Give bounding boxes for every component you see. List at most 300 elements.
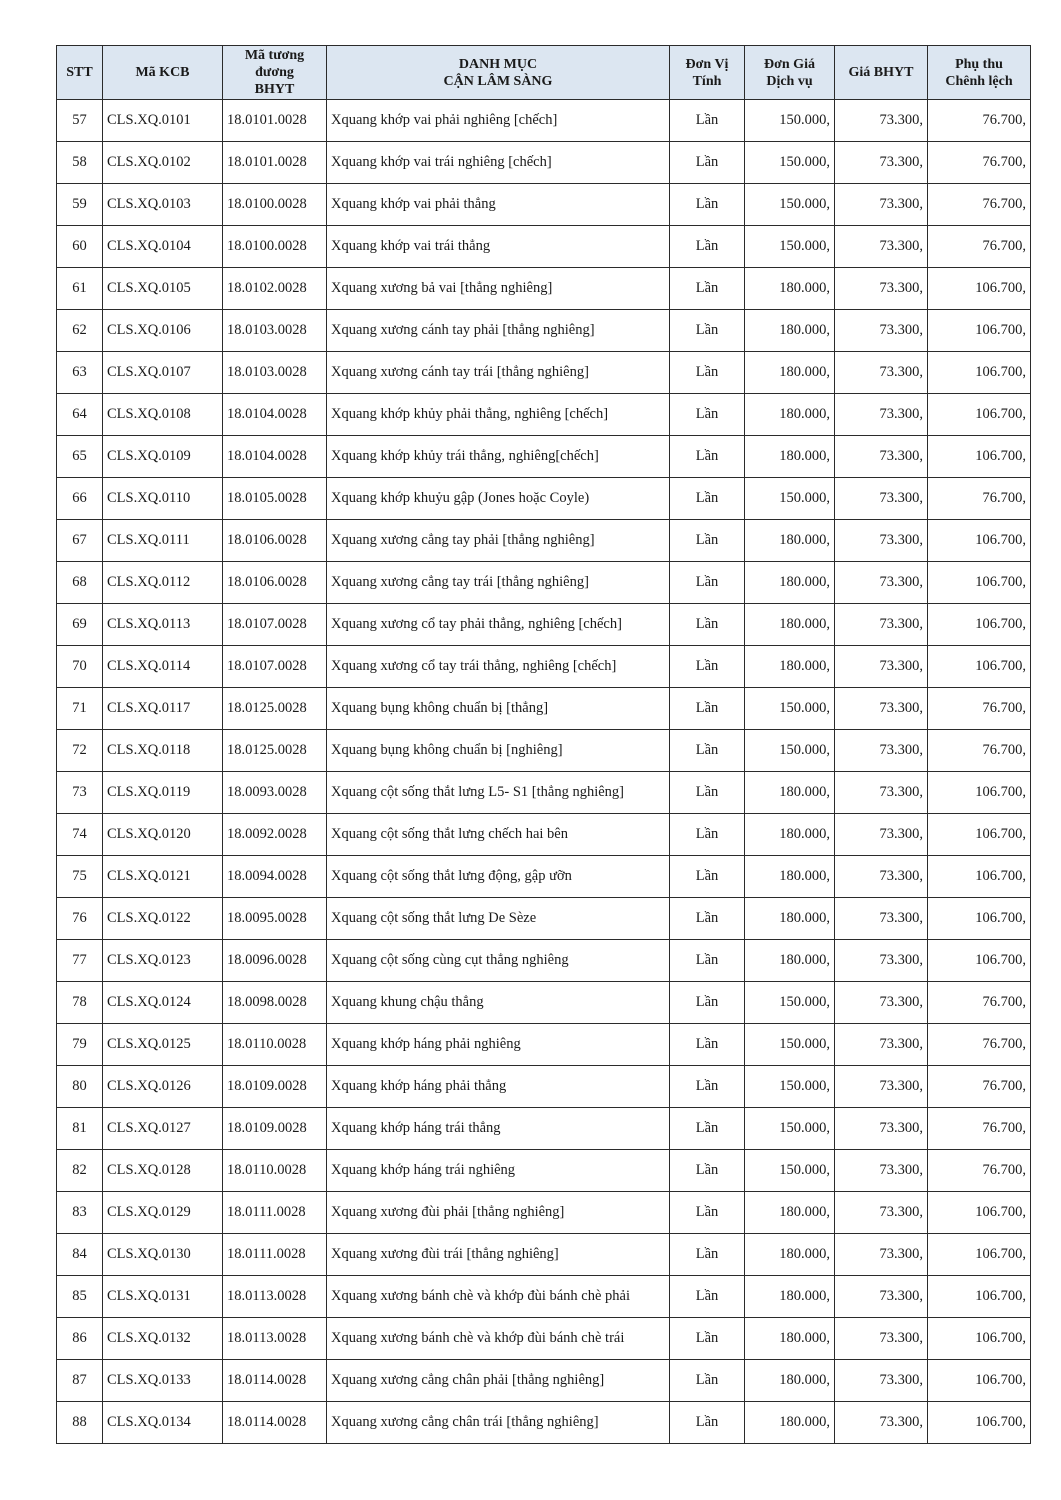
- cell-don-gia: 180.000,: [745, 562, 835, 604]
- cell-don-vi: Lần: [670, 478, 745, 520]
- cell-danh-muc: Xquang xương cổ tay trái thẳng, nghiêng [chếch]: [327, 646, 670, 688]
- cell-phu-thu: 76.700,: [928, 1150, 1031, 1192]
- cell-gia-bhyt: 73.300,: [835, 184, 928, 226]
- table-row: [57, 604, 1031, 646]
- cell-don-vi: Lần: [670, 856, 745, 898]
- cell-don-gia: 180.000,: [745, 1192, 835, 1234]
- table-row: [57, 226, 1031, 268]
- cell-ma-kcb: CLS.XQ.0117: [103, 688, 223, 730]
- cell-don-gia: 150.000,: [745, 1024, 835, 1066]
- cell-don-vi: Lần: [670, 814, 745, 856]
- cell-don-vi: Lần: [670, 646, 745, 688]
- table-row: [57, 436, 1031, 478]
- cell-stt: 68: [57, 562, 103, 604]
- cell-don-gia: 180.000,: [745, 352, 835, 394]
- cell-stt: 79: [57, 1024, 103, 1066]
- cell-stt: 75: [57, 856, 103, 898]
- table-row: [57, 1402, 1031, 1444]
- cell-ma-kcb: CLS.XQ.0119: [103, 772, 223, 814]
- cell-ma-kcb: CLS.XQ.0131: [103, 1276, 223, 1318]
- cell-ma-kcb: CLS.XQ.0129: [103, 1192, 223, 1234]
- cell-phu-thu: 106.700,: [928, 310, 1031, 352]
- cell-ma-tuong-duong: 18.0102.0028: [223, 268, 327, 310]
- cell-don-vi: Lần: [670, 1234, 745, 1276]
- cell-ma-tuong-duong: 18.0125.0028: [223, 688, 327, 730]
- cell-phu-thu: 106.700,: [928, 1360, 1031, 1402]
- cell-danh-muc: Xquang khớp vai trái thẳng: [327, 226, 670, 268]
- cell-gia-bhyt: 73.300,: [835, 1024, 928, 1066]
- cell-don-vi: Lần: [670, 184, 745, 226]
- cell-gia-bhyt: 73.300,: [835, 604, 928, 646]
- cell-don-vi: Lần: [670, 1150, 745, 1192]
- table-row: [57, 100, 1031, 142]
- cell-don-gia: 150.000,: [745, 1108, 835, 1150]
- cell-phu-thu: 106.700,: [928, 520, 1031, 562]
- table-row: [57, 1234, 1031, 1276]
- cell-phu-thu: 106.700,: [928, 436, 1031, 478]
- table-row: [57, 814, 1031, 856]
- cell-don-vi: Lần: [670, 982, 745, 1024]
- cell-stt: 88: [57, 1402, 103, 1444]
- cell-stt: 59: [57, 184, 103, 226]
- cell-stt: 80: [57, 1066, 103, 1108]
- cell-phu-thu: 76.700,: [928, 688, 1031, 730]
- cell-ma-tuong-duong: 18.0114.0028: [223, 1402, 327, 1444]
- header-danh-muc: [327, 46, 670, 100]
- cell-gia-bhyt: 73.300,: [835, 352, 928, 394]
- cell-gia-bhyt: 73.300,: [835, 1276, 928, 1318]
- cell-ma-tuong-duong: 18.0093.0028: [223, 772, 327, 814]
- cell-phu-thu: 106.700,: [928, 898, 1031, 940]
- header-don-vi-line: Tính: [692, 73, 722, 89]
- table-row: [57, 1360, 1031, 1402]
- cell-gia-bhyt: 73.300,: [835, 898, 928, 940]
- cell-danh-muc: Xquang khớp vai phải nghiêng [chếch]: [327, 100, 670, 142]
- cell-gia-bhyt: 73.300,: [835, 940, 928, 982]
- cell-don-gia: 150.000,: [745, 1150, 835, 1192]
- cell-ma-tuong-duong: 18.0125.0028: [223, 730, 327, 772]
- cell-danh-muc: Xquang xương cẳng tay trái [thẳng nghiêng]: [327, 562, 670, 604]
- cell-don-vi: Lần: [670, 898, 745, 940]
- cell-ma-kcb: CLS.XQ.0130: [103, 1234, 223, 1276]
- cell-gia-bhyt: 73.300,: [835, 562, 928, 604]
- table-body: [57, 100, 1031, 1444]
- cell-phu-thu: 106.700,: [928, 1318, 1031, 1360]
- header-don-gia-line: Đơn Giá: [764, 56, 815, 72]
- cell-gia-bhyt: 73.300,: [835, 1066, 928, 1108]
- header-don-vi: [670, 46, 745, 100]
- cell-phu-thu: 76.700,: [928, 142, 1031, 184]
- header-don-gia: [745, 46, 835, 100]
- cell-stt: 58: [57, 142, 103, 184]
- cell-stt: 66: [57, 478, 103, 520]
- cell-danh-muc: Xquang xương bánh chè và khớp đùi bánh chè phải: [327, 1276, 670, 1318]
- cell-don-gia: 150.000,: [745, 478, 835, 520]
- cell-gia-bhyt: 73.300,: [835, 226, 928, 268]
- cell-ma-tuong-duong: 18.0113.0028: [223, 1318, 327, 1360]
- table-row: [57, 184, 1031, 226]
- cell-don-vi: Lần: [670, 1192, 745, 1234]
- cell-don-vi: Lần: [670, 142, 745, 184]
- cell-ma-tuong-duong: 18.0109.0028: [223, 1066, 327, 1108]
- table-row: [57, 856, 1031, 898]
- cell-danh-muc: Xquang bụng không chuẩn bị [nghiêng]: [327, 730, 670, 772]
- cell-don-gia: 180.000,: [745, 394, 835, 436]
- cell-gia-bhyt: 73.300,: [835, 1150, 928, 1192]
- cell-phu-thu: 106.700,: [928, 814, 1031, 856]
- cell-don-gia: 180.000,: [745, 940, 835, 982]
- cell-ma-tuong-duong: 18.0100.0028: [223, 184, 327, 226]
- cell-ma-tuong-duong: 18.0110.0028: [223, 1024, 327, 1066]
- cell-ma-kcb: CLS.XQ.0120: [103, 814, 223, 856]
- table-row: [57, 982, 1031, 1024]
- cell-don-vi: Lần: [670, 772, 745, 814]
- cell-don-gia: 150.000,: [745, 142, 835, 184]
- cell-don-gia: 150.000,: [745, 982, 835, 1024]
- cell-ma-kcb: CLS.XQ.0104: [103, 226, 223, 268]
- cell-ma-kcb: CLS.XQ.0105: [103, 268, 223, 310]
- cell-gia-bhyt: 73.300,: [835, 1318, 928, 1360]
- cell-don-vi: Lần: [670, 226, 745, 268]
- cell-ma-kcb: CLS.XQ.0114: [103, 646, 223, 688]
- cell-ma-tuong-duong: 18.0113.0028: [223, 1276, 327, 1318]
- cell-phu-thu: 106.700,: [928, 604, 1031, 646]
- cell-ma-tuong-duong: 18.0096.0028: [223, 940, 327, 982]
- cell-ma-kcb: CLS.XQ.0118: [103, 730, 223, 772]
- header-ma-tuong-duong-line: đương: [255, 65, 294, 80]
- cell-danh-muc: Xquang cột sống cùng cụt thẳng nghiêng: [327, 940, 670, 982]
- cell-danh-muc: Xquang bụng không chuẩn bị [thẳng]: [327, 688, 670, 730]
- table-row: [57, 562, 1031, 604]
- cell-don-vi: Lần: [670, 436, 745, 478]
- table-row: [57, 310, 1031, 352]
- header-phu-thu-line: Phụ thu: [955, 56, 1003, 72]
- cell-don-vi: Lần: [670, 1318, 745, 1360]
- cell-danh-muc: Xquang khung chậu thẳng: [327, 982, 670, 1024]
- table-row: [57, 268, 1031, 310]
- cell-stt: 77: [57, 940, 103, 982]
- cell-gia-bhyt: 73.300,: [835, 688, 928, 730]
- header-gia-bhyt: Giá BHYT: [835, 46, 928, 100]
- cell-phu-thu: 76.700,: [928, 226, 1031, 268]
- cell-gia-bhyt: 73.300,: [835, 814, 928, 856]
- cell-stt: 69: [57, 604, 103, 646]
- cell-stt: 71: [57, 688, 103, 730]
- cell-don-vi: Lần: [670, 352, 745, 394]
- cell-don-gia: 180.000,: [745, 604, 835, 646]
- cell-phu-thu: 106.700,: [928, 1402, 1031, 1444]
- table-row: [57, 394, 1031, 436]
- cell-ma-kcb: CLS.XQ.0111: [103, 520, 223, 562]
- cell-danh-muc: Xquang xương bánh chè và khớp đùi bánh chè trái: [327, 1318, 670, 1360]
- cell-don-vi: Lần: [670, 394, 745, 436]
- cell-ma-kcb: CLS.XQ.0126: [103, 1066, 223, 1108]
- cell-don-gia: 180.000,: [745, 856, 835, 898]
- table-row: [57, 352, 1031, 394]
- cell-ma-kcb: CLS.XQ.0106: [103, 310, 223, 352]
- header-phu-thu-line: Chênh lệch: [945, 73, 1013, 89]
- cell-gia-bhyt: 73.300,: [835, 772, 928, 814]
- cell-phu-thu: 106.700,: [928, 394, 1031, 436]
- cell-phu-thu: 76.700,: [928, 184, 1031, 226]
- cell-ma-tuong-duong: 18.0098.0028: [223, 982, 327, 1024]
- cell-don-vi: Lần: [670, 688, 745, 730]
- cell-stt: 57: [57, 100, 103, 142]
- cell-ma-kcb: CLS.XQ.0132: [103, 1318, 223, 1360]
- cell-stt: 64: [57, 394, 103, 436]
- cell-ma-kcb: CLS.XQ.0110: [103, 478, 223, 520]
- header-phu-thu: [928, 46, 1031, 100]
- cell-gia-bhyt: 73.300,: [835, 268, 928, 310]
- cell-phu-thu: 106.700,: [928, 562, 1031, 604]
- cell-gia-bhyt: 73.300,: [835, 394, 928, 436]
- cell-ma-tuong-duong: 18.0100.0028: [223, 226, 327, 268]
- cell-ma-tuong-duong: 18.0105.0028: [223, 478, 327, 520]
- cell-gia-bhyt: 73.300,: [835, 100, 928, 142]
- cell-don-gia: 180.000,: [745, 898, 835, 940]
- cell-ma-kcb: CLS.XQ.0108: [103, 394, 223, 436]
- cell-don-vi: Lần: [670, 1360, 745, 1402]
- cell-ma-kcb: CLS.XQ.0109: [103, 436, 223, 478]
- cell-don-vi: Lần: [670, 730, 745, 772]
- cell-don-gia: 150.000,: [745, 226, 835, 268]
- cell-phu-thu: 106.700,: [928, 856, 1031, 898]
- cell-stt: 65: [57, 436, 103, 478]
- cell-ma-tuong-duong: 18.0109.0028: [223, 1108, 327, 1150]
- cell-don-gia: 180.000,: [745, 1402, 835, 1444]
- cell-gia-bhyt: 73.300,: [835, 1402, 928, 1444]
- table-row: [57, 730, 1031, 772]
- cell-phu-thu: 106.700,: [928, 1276, 1031, 1318]
- cell-don-gia: 150.000,: [745, 1066, 835, 1108]
- cell-phu-thu: 76.700,: [928, 982, 1031, 1024]
- cell-don-gia: 180.000,: [745, 814, 835, 856]
- table-row: [57, 772, 1031, 814]
- cell-ma-tuong-duong: 18.0104.0028: [223, 436, 327, 478]
- header-ma-kcb: Mã KCB: [103, 46, 223, 100]
- table-row: [57, 940, 1031, 982]
- table-row: [57, 898, 1031, 940]
- cell-phu-thu: 106.700,: [928, 1234, 1031, 1276]
- header-stt: STT: [57, 46, 103, 100]
- cell-danh-muc: Xquang xương cánh tay trái [thẳng nghiêng]: [327, 352, 670, 394]
- cell-ma-tuong-duong: 18.0111.0028: [223, 1192, 327, 1234]
- cell-danh-muc: Xquang khớp háng phải nghiêng: [327, 1024, 670, 1066]
- cell-ma-tuong-duong: 18.0101.0028: [223, 100, 327, 142]
- cell-don-gia: 150.000,: [745, 730, 835, 772]
- table-row: [57, 1066, 1031, 1108]
- cell-ma-tuong-duong: 18.0103.0028: [223, 352, 327, 394]
- cell-ma-kcb: CLS.XQ.0102: [103, 142, 223, 184]
- cell-ma-kcb: CLS.XQ.0107: [103, 352, 223, 394]
- cell-gia-bhyt: 73.300,: [835, 1192, 928, 1234]
- cell-don-vi: Lần: [670, 1402, 745, 1444]
- table-row: [57, 478, 1031, 520]
- cell-don-gia: 180.000,: [745, 520, 835, 562]
- cell-ma-tuong-duong: 18.0103.0028: [223, 310, 327, 352]
- cell-ma-kcb: CLS.XQ.0112: [103, 562, 223, 604]
- cell-don-vi: Lần: [670, 1276, 745, 1318]
- cell-don-vi: Lần: [670, 562, 745, 604]
- cell-phu-thu: 76.700,: [928, 100, 1031, 142]
- cell-ma-tuong-duong: 18.0106.0028: [223, 562, 327, 604]
- cell-stt: 82: [57, 1150, 103, 1192]
- cell-stt: 74: [57, 814, 103, 856]
- cell-stt: 81: [57, 1108, 103, 1150]
- cell-danh-muc: Xquang xương cánh tay phải [thẳng nghiêng]: [327, 310, 670, 352]
- table-row: [57, 142, 1031, 184]
- cell-stt: 70: [57, 646, 103, 688]
- cell-phu-thu: 76.700,: [928, 1024, 1031, 1066]
- cell-stt: 76: [57, 898, 103, 940]
- cell-danh-muc: Xquang khớp khủy trái thẳng, nghiêng[chếch]: [327, 436, 670, 478]
- cell-danh-muc: Xquang cột sống thắt lưng động, gập ưỡn: [327, 856, 670, 898]
- cell-don-gia: 180.000,: [745, 1234, 835, 1276]
- cell-don-gia: 180.000,: [745, 772, 835, 814]
- cell-danh-muc: Xquang khớp háng trái thẳng: [327, 1108, 670, 1150]
- table-row: [57, 520, 1031, 562]
- cell-danh-muc: Xquang khớp háng trái nghiêng: [327, 1150, 670, 1192]
- header-danh-muc-line: DANH MỤC: [458, 56, 538, 72]
- cell-danh-muc: Xquang cột sống thắt lưng chếch hai bên: [327, 814, 670, 856]
- cell-stt: 83: [57, 1192, 103, 1234]
- cell-ma-kcb: CLS.XQ.0101: [103, 100, 223, 142]
- cell-danh-muc: Xquang khớp khuỷu gập (Jones hoặc Coyle): [327, 478, 670, 520]
- cell-stt: 61: [57, 268, 103, 310]
- header-danh-muc-line: CẬN LÂM SÀNG: [443, 73, 553, 89]
- cell-danh-muc: Xquang xương cẳng chân phải [thẳng nghiêng]: [327, 1360, 670, 1402]
- cell-ma-tuong-duong: 18.0111.0028: [223, 1234, 327, 1276]
- cell-don-vi: Lần: [670, 940, 745, 982]
- cell-ma-tuong-duong: 18.0114.0028: [223, 1360, 327, 1402]
- cell-danh-muc: Xquang xương cẳng tay phải [thẳng nghiêng]: [327, 520, 670, 562]
- cell-don-vi: Lần: [670, 1108, 745, 1150]
- cell-phu-thu: 76.700,: [928, 1066, 1031, 1108]
- cell-don-gia: 180.000,: [745, 646, 835, 688]
- cell-danh-muc: Xquang cột sống thắt lưng L5- S1 [thẳng nghiêng]: [327, 772, 670, 814]
- cell-danh-muc: Xquang xương cẳng chân trái [thẳng nghiêng]: [327, 1402, 670, 1444]
- cell-gia-bhyt: 73.300,: [835, 1360, 928, 1402]
- cell-ma-kcb: CLS.XQ.0122: [103, 898, 223, 940]
- cell-stt: 86: [57, 1318, 103, 1360]
- cell-phu-thu: 106.700,: [928, 268, 1031, 310]
- cell-ma-tuong-duong: 18.0110.0028: [223, 1150, 327, 1192]
- cell-ma-kcb: CLS.XQ.0133: [103, 1360, 223, 1402]
- cell-ma-kcb: CLS.XQ.0103: [103, 184, 223, 226]
- cell-ma-kcb: CLS.XQ.0125: [103, 1024, 223, 1066]
- cell-gia-bhyt: 73.300,: [835, 520, 928, 562]
- cell-phu-thu: 76.700,: [928, 478, 1031, 520]
- cell-gia-bhyt: 73.300,: [835, 1108, 928, 1150]
- cell-don-vi: Lần: [670, 520, 745, 562]
- cell-stt: 60: [57, 226, 103, 268]
- cell-ma-tuong-duong: 18.0101.0028: [223, 142, 327, 184]
- cell-phu-thu: 106.700,: [928, 646, 1031, 688]
- cell-danh-muc: Xquang khớp khủy phải thẳng, nghiêng [chếch]: [327, 394, 670, 436]
- table-row: [57, 1192, 1031, 1234]
- cell-gia-bhyt: 73.300,: [835, 478, 928, 520]
- cell-don-gia: 150.000,: [745, 184, 835, 226]
- cell-don-vi: Lần: [670, 1024, 745, 1066]
- cell-ma-tuong-duong: 18.0092.0028: [223, 814, 327, 856]
- table-row: [57, 1150, 1031, 1192]
- cell-don-gia: 180.000,: [745, 436, 835, 478]
- cell-stt: 72: [57, 730, 103, 772]
- cell-phu-thu: 106.700,: [928, 352, 1031, 394]
- cell-danh-muc: Xquang xương đùi trái [thẳng nghiêng]: [327, 1234, 670, 1276]
- cell-danh-muc: Xquang khớp vai trái nghiêng [chếch]: [327, 142, 670, 184]
- cell-ma-kcb: CLS.XQ.0127: [103, 1108, 223, 1150]
- cell-phu-thu: 106.700,: [928, 1192, 1031, 1234]
- cell-don-vi: Lần: [670, 268, 745, 310]
- cell-ma-tuong-duong: 18.0095.0028: [223, 898, 327, 940]
- cell-gia-bhyt: 73.300,: [835, 646, 928, 688]
- cell-ma-tuong-duong: 18.0107.0028: [223, 604, 327, 646]
- cell-don-gia: 150.000,: [745, 100, 835, 142]
- cell-ma-kcb: CLS.XQ.0113: [103, 604, 223, 646]
- cell-gia-bhyt: 73.300,: [835, 436, 928, 478]
- header-ma-tuong-duong: [223, 46, 327, 100]
- header-ma-tuong-duong-line: BHYT: [254, 82, 295, 97]
- cell-ma-tuong-duong: 18.0104.0028: [223, 394, 327, 436]
- cell-stt: 84: [57, 1234, 103, 1276]
- cell-ma-kcb: CLS.XQ.0128: [103, 1150, 223, 1192]
- cell-stt: 85: [57, 1276, 103, 1318]
- table-row: [57, 1318, 1031, 1360]
- cell-stt: 67: [57, 520, 103, 562]
- cell-don-vi: Lần: [670, 1066, 745, 1108]
- cell-ma-kcb: CLS.XQ.0121: [103, 856, 223, 898]
- cell-gia-bhyt: 73.300,: [835, 730, 928, 772]
- table-row: [57, 1024, 1031, 1066]
- cell-don-gia: 150.000,: [745, 688, 835, 730]
- header-don-vi-line: Đơn Vị: [685, 56, 729, 72]
- cell-phu-thu: 106.700,: [928, 940, 1031, 982]
- header-don-gia-line: Dịch vụ: [766, 73, 813, 89]
- cell-don-gia: 180.000,: [745, 1276, 835, 1318]
- cell-gia-bhyt: 73.300,: [835, 142, 928, 184]
- cell-stt: 73: [57, 772, 103, 814]
- cell-danh-muc: Xquang xương đùi phải [thẳng nghiêng]: [327, 1192, 670, 1234]
- cell-danh-muc: Xquang khớp vai phải thẳng: [327, 184, 670, 226]
- cell-ma-tuong-duong: 18.0106.0028: [223, 520, 327, 562]
- cell-danh-muc: Xquang xương cổ tay phải thẳng, nghiêng [chếch]: [327, 604, 670, 646]
- cell-ma-kcb: CLS.XQ.0124: [103, 982, 223, 1024]
- cell-ma-kcb: CLS.XQ.0134: [103, 1402, 223, 1444]
- table-row: [57, 1108, 1031, 1150]
- cell-gia-bhyt: 73.300,: [835, 310, 928, 352]
- cell-stt: 87: [57, 1360, 103, 1402]
- cell-phu-thu: 76.700,: [928, 1108, 1031, 1150]
- cell-ma-kcb: CLS.XQ.0123: [103, 940, 223, 982]
- cell-don-vi: Lần: [670, 310, 745, 352]
- cell-ma-tuong-duong: 18.0107.0028: [223, 646, 327, 688]
- cell-danh-muc: Xquang cột sống thắt lưng De Sèze: [327, 898, 670, 940]
- cell-don-gia: 180.000,: [745, 310, 835, 352]
- cell-don-vi: Lần: [670, 100, 745, 142]
- table-row: [57, 646, 1031, 688]
- price-table: [56, 45, 1031, 1444]
- table-header: [57, 46, 1031, 100]
- cell-gia-bhyt: 73.300,: [835, 982, 928, 1024]
- cell-danh-muc: Xquang xương bả vai [thẳng nghiêng]: [327, 268, 670, 310]
- header-ma-tuong-duong-line: Mã tương: [244, 48, 305, 63]
- cell-stt: 78: [57, 982, 103, 1024]
- cell-phu-thu: 106.700,: [928, 772, 1031, 814]
- table-row: [57, 1276, 1031, 1318]
- cell-danh-muc: Xquang khớp háng phải thẳng: [327, 1066, 670, 1108]
- cell-stt: 62: [57, 310, 103, 352]
